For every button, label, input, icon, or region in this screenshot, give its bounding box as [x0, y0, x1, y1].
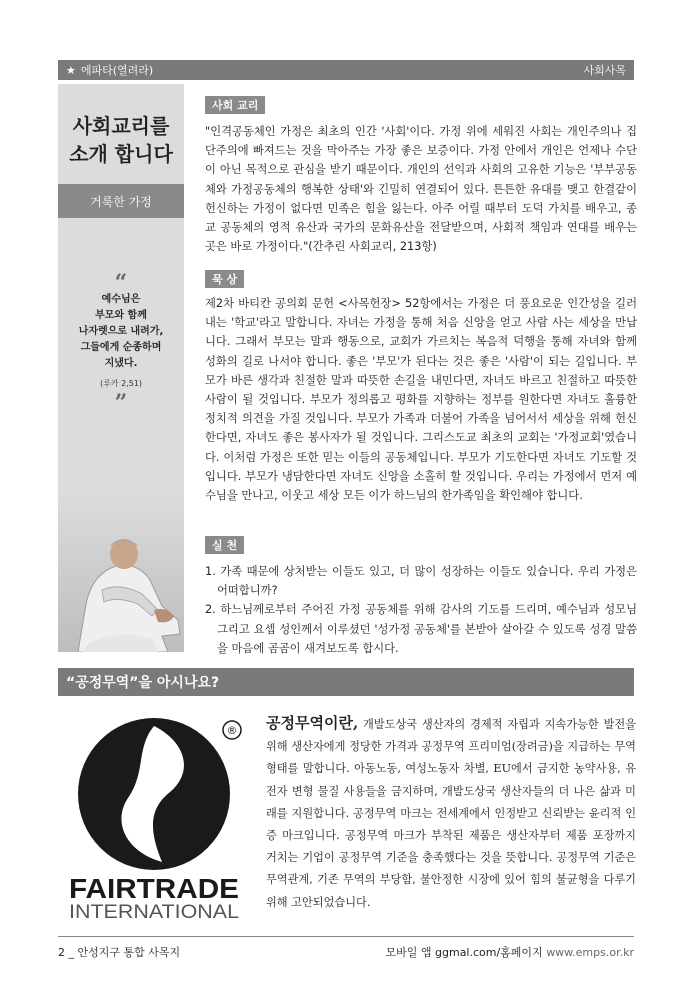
- verse-line: 부모와 함께: [95, 310, 147, 321]
- sidebar-title-line2: 소개 합니다: [69, 142, 173, 166]
- fairtrade-logo: [66, 712, 246, 922]
- logo-word-fairtrade: FAIRTRADE: [69, 873, 239, 904]
- sidebar-title: [58, 112, 184, 168]
- verse-reference: (루카 2,51): [99, 379, 143, 388]
- fairtrade-header: “공정무역”을 아시나요?: [58, 668, 634, 696]
- fairtrade-description: [266, 712, 636, 914]
- practice-tag: 실 천: [205, 536, 244, 554]
- doctrine-text: "인격공동체인 가정은 최초의 인간 '사회'이다. 가정 위에 세워진 사회는 개인주의나 집단주의에 빠져드는 것을 막아주는 가장 좋은 보증이다. 가정 안에서 개인은 언제나 수단이 아닌 목적으로 관심을 받기 때문이다. 개인의 선익과 사회의 고유한 기능은 '부부공동체와 가정공동체의 행복한 상태'와 긴밀히 연결되어 있다. 튼튼한 유대를 맺고 한결같이 헌신하는 가정이 없다면 민족은 힘을 잃는다. 아주 어릴 때부터 도덕 가치를 배우고, 종교 공동체의 영적 유산과 국가의 문화유산을 전달받으며, 사회적 책임과 연대를 배우는 곳은 바로 가정이다."(간추린 사회교리, 213항): [205, 125, 637, 254]
- sidebar-title-line1: 사회교리를: [72, 114, 170, 138]
- fairtrade-lead: 공정무역이란,: [266, 714, 359, 732]
- practice-list: [205, 562, 637, 658]
- praying-pope-photo: [58, 494, 184, 652]
- footer-divider: [58, 936, 634, 937]
- verse-line: 예수님은: [101, 294, 141, 305]
- quote-close-icon: ”: [114, 390, 128, 416]
- verse-line: 나자렛으로 내려가,: [78, 326, 164, 337]
- sidebar-subtitle: 거룩한 가정: [58, 184, 184, 218]
- list-item: 2. 하느님께로부터 주어진 가정 공동체를 위해 감사의 기도를 드리며, 예수님과 성모님 그리고 요셉 성인께서 이루셨던 '성가정 공동체'를 본받아 살아갈 수 있도록 성경 말씀을 마음에 곰곰이 새겨보도록 합시다.: [205, 603, 637, 655]
- footer-url: www.emps.or.kr: [546, 946, 634, 959]
- footer-app-info: 모바일 앱 ggmal.com/홈페이지: [385, 946, 547, 959]
- footer-links: [386, 944, 634, 960]
- registered-mark: ®: [226, 724, 238, 737]
- section-category: 사회사목: [583, 64, 626, 77]
- footer-page-info: 2 _ 안성지구 통합 사목지: [58, 946, 181, 959]
- meditation-tag: 묵 상: [205, 270, 244, 288]
- top-section-bar: [58, 60, 634, 80]
- section-left: [66, 62, 153, 78]
- verse-line: 그들에게 순종하며: [80, 342, 162, 353]
- logo-word-international: INTERNATIONAL: [69, 902, 239, 922]
- section-label: 에파타(열려라): [80, 64, 154, 77]
- star-icon: ★: [66, 63, 76, 77]
- bible-verse: [58, 292, 184, 372]
- meditation-text: 제2차 바티칸 공의회 문헌 <사목헌장> 52항에서는 가정은 더 풍요로운 인간성을 길러 내는 '학교'라고 말합니다. 자녀는 가정을 통해 처음 신앙을 얻고 사람 사는 세상을 만납니다. 그래서 부모는 말과 행동으로, 교회가 가르치는 복음적 덕행을 통해 자녀와 함께 성화의 길로 나서야 합니다. 좋은 '부모'가 된다는 것은 좋은 '사람'이 되는 길입니다. 부모가 바른 생각과 친절한 말과 따뜻한 손길을 내민다면, 자녀도 바르고 친절하고 따뜻한 사람이 될 것입니다. 부모가 정의롭고 평화를 지향하는 정부를 원한다면 자녀도 훌륭한 정치적 의견을 가질 것입니다. 부모가 가족과 더불어 가족을 넘어서서 세상을 위해 헌신한다면, 자녀도 좋은 봉사자가 될 것입니다. 그리스도교 최초의 교회는 '가정교회'였습니다. 이처럼 가정은 또한 믿는 이들의 공동체입니다. 부모가 기도한다면 자녀도 기도할 것입니다. 부모가 냉담한다면 자녀도 신앙을 소홀히 할 것입니다. 우리는 가정에서 먼저 예수님을 만나고, 이웃고 세상 모든 이가 하느님의 한가족임을 확인해야 합니다.: [205, 297, 637, 503]
- sidebar-panel: [58, 84, 184, 652]
- fairtrade-body: 개발도상국 생산자의 경제적 자립과 지속가능한 발전을 위해 생산자에게 정당한 가격과 공정무역 프리미엄(장려금)을 지급하는 무역형태를 말합니다. 아동노동, 여성노동자 차별, EU에서 금지한 농약사용, 유전자 변형 물질 사용들을 금지하며, 개발도상국 생산자들의 더 나은 삶과 미래를 지원합니다. 공정무역 마크는 전세계에서 인정받고 신뢰받는 윤리적 인증 마크입니다. 공정무역 마크가 부착된 제품은 생산자부터 제품 포장까지 거치는 기업이 공정무역 기준을 충족했다는 것을 뜻합니다. 공정무역 기준은 무역관계, 기존 무역의 부당함, 불안정한 시장에 있어 힘의 불균형을 다루기 위해 고안되었습니다.: [266, 718, 636, 909]
- verse-line: 지냈다.: [104, 358, 138, 369]
- doctrine-tag: 사회 교리: [205, 96, 265, 114]
- quote-open-icon: “: [114, 270, 128, 296]
- list-item: 1. 가족 때문에 상처받는 이들도 있고, 더 많이 성장하는 이들도 있습니다. 우리 가정은 어떠합니까?: [205, 565, 637, 598]
